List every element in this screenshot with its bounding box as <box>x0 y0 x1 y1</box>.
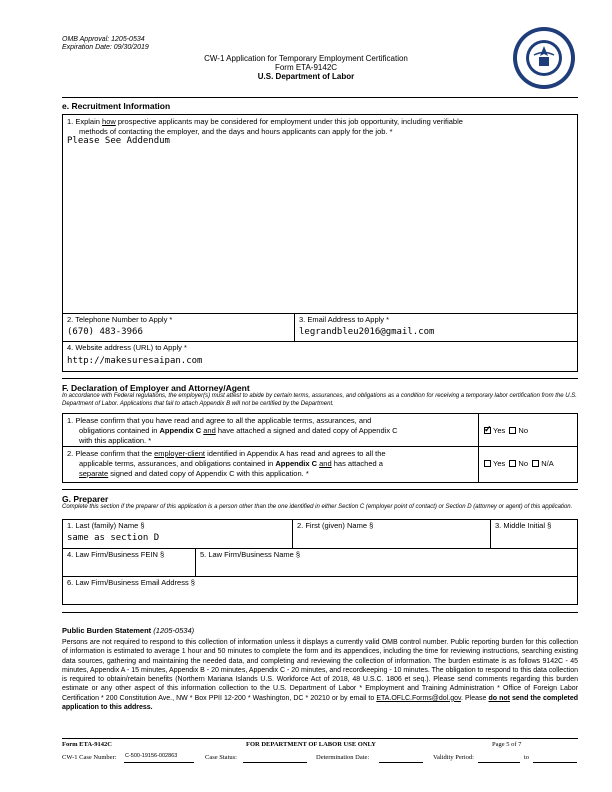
validity-period-label: Validity Period: <box>433 754 474 761</box>
phone-field[interactable]: (670) 483-3966 <box>67 327 143 337</box>
section-divider <box>62 489 578 490</box>
footer-form: Form ETA-9142C <box>62 741 112 748</box>
form-title: CW-1 Application for Temporary Employment Certification <box>204 54 408 63</box>
firm-email-label: 6. Law Firm/Business Email Address § <box>67 578 195 587</box>
section-divider <box>62 612 578 613</box>
agency-name: U.S. Department of Labor <box>257 72 355 81</box>
email-label: 3. Email Address to Apply * <box>299 315 390 324</box>
divider <box>62 576 578 577</box>
last-name-label: 1. Last (family) Name § <box>67 521 145 530</box>
burden-title: Public Burden Statement (1205-0534) <box>62 626 195 635</box>
divider <box>62 341 578 342</box>
footer-divider <box>62 738 578 739</box>
declaration-q1-text: 1. Please confirm that you have read and agree to all the applicable terms, assurances, and obligations contained in Appendix C and have attached a signed and dated copy of Appendix C with this application. * <box>67 416 398 445</box>
divider <box>62 446 578 447</box>
divider <box>62 313 578 314</box>
validity-start-line <box>478 762 520 763</box>
middle-initial-field[interactable] <box>491 532 577 547</box>
case-status-line <box>243 762 307 763</box>
q2-yes-checkbox[interactable] <box>484 460 491 467</box>
declaration-q2-options: Yes No N/A <box>484 459 554 469</box>
validity-to-label: to <box>524 754 530 761</box>
case-number-value: C-500-19156-002863 <box>125 753 178 759</box>
divider <box>62 548 578 549</box>
determination-date-line <box>379 762 423 763</box>
firm-email-field[interactable] <box>63 589 577 604</box>
first-name-label: 2. First (given) Name § <box>297 521 374 530</box>
fein-field[interactable] <box>63 561 194 575</box>
section-divider <box>62 378 578 379</box>
header-divider <box>62 97 578 98</box>
section-f-title: F. Declaration of Employer and Attorney/Agent <box>62 383 250 393</box>
middle-initial-label: 3. Middle Initial § <box>495 521 552 530</box>
burden-statement: Persons are not required to respond to this collection of information unless it displays a currently valid OMB control number. Public reporting burden for this collection of information is estimated to average 1 hour and 50 minutes to complete the form and its appendices, including the time for reviewing instructions, searching existing data sources, gathering and maintaining the needed data, and completing and reviewing the collection of information. The burden estimate is as follows 9142C - 45 minutes, Appendix A - 15 minutes, Appendix B - 20 minutes, Appendix C - 20 minutes, and recordkeeping - 10 minutes. The obligation to respond to this data collection is required to obtain/retain benefits (Northern Mariana Islands U.S. Workforce Act of 2018, 48 U.S.C. 1806 et seq.). Please send comments regarding this burden estimate or any other aspect of this information collection to the U.S. Department of Labor * Employment and Training Administration * Office of Foreign Labor Certification * 200 Constitution Ave., NW * Box PPII 12-200 * Washington, DC * 20210 or by email to ETA.OFLC.Forms@dol.gov. Please do not send the completed application to this address. <box>62 639 578 712</box>
last-name-field[interactable]: same as section D <box>67 533 160 543</box>
omb-approval: OMB Approval: 1205-0534 <box>62 36 145 43</box>
dol-seal-icon <box>512 26 576 90</box>
section-e-title: e. Recruitment Information <box>62 101 171 111</box>
determination-date-label: Determination Date: <box>316 754 370 761</box>
q1-yes-checkbox[interactable] <box>484 427 491 434</box>
q1-no-checkbox[interactable] <box>509 427 516 434</box>
section-f-intro: In accordance with Federal regulations, the employer(s) must attest to abide by certain terms, assurances, and obligations as a condition for receiving a temporary labor certification from the U.S. Department of Labor. Applications that fail to attach Appendix B will not be certified by the Department. <box>62 393 577 407</box>
firm-name-label: 5. Law Firm/Business Name § <box>200 550 301 559</box>
q2-na-checkbox[interactable] <box>532 460 539 467</box>
case-number-line <box>124 762 194 763</box>
phone-label: 2. Telephone Number to Apply * <box>67 315 173 324</box>
website-label: 4. Website address (URL) to Apply * <box>67 343 187 352</box>
email-field[interactable]: legrandbleu2016@gmail.com <box>299 327 435 337</box>
divider <box>294 313 295 341</box>
q1-label: 1. Explain how prospective applicants may be considered for employment under this job opportunity, including verifiable methods of contacting the employer, and the days and hours applicants can apply for the job. * <box>67 117 463 136</box>
first-name-field[interactable] <box>293 532 489 547</box>
case-number-label: CW-1 Case Number: <box>62 754 117 761</box>
firm-name-field[interactable] <box>196 561 577 575</box>
declaration-q1-options: ✓Yes No <box>484 426 528 436</box>
section-g-intro: Complete this section if the preparer of this application is a person other than the one identified in either Section C (employer point of contact) or Section D (attorney or agent) of this application. <box>62 504 573 510</box>
footer-use-only: FOR DEPARTMENT OF LABOR USE ONLY <box>246 741 376 748</box>
fein-label: 4. Law Firm/Business FEIN § <box>67 550 165 559</box>
recruitment-methods-field[interactable]: Please See Addendum <box>67 136 170 146</box>
q2-no-checkbox[interactable] <box>509 460 516 467</box>
declaration-q2-text: 2. Please confirm that the employer-client identified in Appendix A has read and agrees to all the applicable terms, assurances, and obligations contained in Appendix C and has attached a separate signed and dated copy of Appendix C with this application. * <box>67 449 386 478</box>
divider <box>478 413 479 483</box>
page-number: Page 5 of 7 <box>492 741 522 748</box>
expiration-date: Expiration Date: 09/30/2019 <box>62 44 149 51</box>
burden-email-link[interactable]: ETA.OFLC.Forms@dol.gov <box>376 694 461 702</box>
section-g-title: G. Preparer <box>62 494 109 504</box>
validity-end-line <box>533 762 577 763</box>
website-field[interactable]: http://makesuresaipan.com <box>67 356 203 366</box>
case-status-label: Case Status: <box>205 754 237 761</box>
form-number: Form ETA-9142C <box>274 63 338 72</box>
